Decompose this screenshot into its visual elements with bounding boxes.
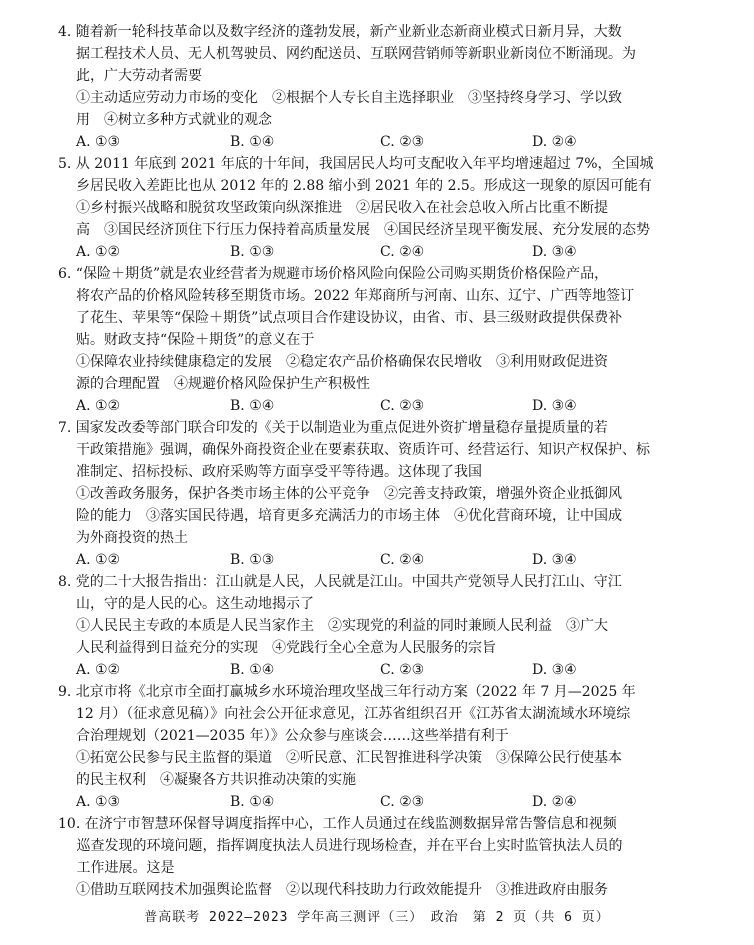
option-b: B. ①④ [230, 398, 275, 414]
statement-line: ①拓宽公民参与民主监督的渠道 ②听民意、汇民智推进科学决策 ③保障公民行使基本 [76, 750, 622, 766]
statement-line: ①保障农业持续健康稳定的发展 ②稳定农产品价格确保农民增收 ③利用财政促进资 [76, 354, 608, 370]
option-c: C. ②③ [380, 662, 425, 678]
option-c: C. ②③ [380, 134, 425, 150]
option-a: A. ①③ [76, 794, 121, 810]
option-c: C. ②④ [380, 244, 425, 260]
statement-line: ①主动适应劳动力市场的变化 ②根据个人专长自主选择职业 ③坚持终身学习、学以致 [76, 90, 622, 106]
question-stem-line: 12 月）（征求意见稿）》向社会公开征求意见，江苏省组织召开《江苏省太湖流域水环境综 [76, 706, 631, 722]
answer-options [58, 241, 726, 263]
option-d: D. ②④ [532, 794, 577, 810]
question-6 [58, 263, 726, 417]
question-stem-line: 10. 在济宁市智慧环保督导调度指挥中心，工作人员通过在线监测数据异常告警信息和视频 [58, 816, 617, 832]
question-7 [58, 417, 726, 571]
question-stem-line: 工作进展。这是 [58, 860, 175, 876]
option-b: B. ①④ [230, 134, 275, 150]
answer-options [58, 659, 726, 681]
statement-line: 用 ④树立多种方式就业的观念 [76, 112, 272, 128]
option-a: A. ①② [76, 398, 121, 414]
option-c: C. ②③ [380, 398, 425, 414]
question-stem-line: 5. 从 2011 年底到 2021 年底的十年间，我国居民人均可支配收入年平均增速超过 7%，全国城 [58, 156, 654, 172]
question-8 [58, 571, 726, 681]
question-5 [58, 153, 726, 263]
option-d: D. ③④ [532, 662, 577, 678]
question-stem-line: 将农产品的价格风险转移至期货市场。2022 年郑商所与河南、山东、辽宁、广西等地签订 [76, 288, 635, 304]
question-stem-line: 6. “保险＋期货”就是农业经营者为规避市场价格风险向保险公司购买期货价格保险产品， [58, 266, 609, 282]
question-4 [58, 21, 726, 153]
option-d: D. ③④ [532, 398, 577, 414]
question-stem-line: 贴。财政支持“保险＋期货”的意义在于 [76, 332, 315, 348]
statement-line: 为外商投资的热土 [76, 530, 188, 546]
option-a: A. ①② [76, 244, 121, 260]
answer-options [58, 791, 726, 813]
question-stem-line: 此，广大劳动者需要 [76, 68, 202, 84]
question-stem-line: 据工程技术人员、无人机驾驶员、网约配送员、互联网营销师等新职业新岗位不断涌现。为 [76, 46, 636, 62]
answer-options [58, 131, 726, 153]
option-d: D. ②④ [532, 134, 577, 150]
option-d: D. ③④ [532, 552, 577, 568]
question-stem-line: 乡居民收入差距比也从 2012 年的 2.88 缩小到 2021 年的 2.5。形成这一现象的原因可能有 [76, 178, 652, 194]
statement-line: ①人民民主专政的本质是人民当家作主 ②实现党的利益的同时兼顾人民利益 ③广大 [76, 618, 608, 634]
statement-line: 源的合理配置 ④规避价格风险保护生产积极性 [76, 376, 370, 392]
question-stem-line: 巡查发现的环境问题，指挥调度执法人员进行现场检查，并在平台上实时监管执法人员的 [58, 838, 623, 854]
option-b: B. ①④ [230, 662, 275, 678]
statement-line: 险的能力 ③落实国民待遇，培育更多充满活力的市场主体 ④优化营商环境，让中国成 [76, 508, 622, 524]
statement-line: ①改善政务服务，保护各类市场主体的公平竞争 ②完善支持政策，增强外资企业抵御风 [76, 486, 622, 502]
question-stem-line: 8. 党的二十大报告指出：江山就是人民，人民就是江山。中国共产党领导人民打江山、守江 [58, 574, 622, 590]
option-b: B. ①④ [230, 794, 275, 810]
answer-options [58, 395, 726, 417]
question-stem-line: 7. 国家发改委等部门联合印发的《关于以制造业为重点促进外资扩增量稳存量提质量的若 [58, 420, 608, 436]
option-a: A. ①② [76, 662, 121, 678]
option-b: B. ①③ [230, 552, 275, 568]
question-10 [58, 813, 726, 901]
question-stem-line: 9. 北京市将《北京市全面打赢城乡水环境治理攻坚战三年行动方案（2022 年 7 月—2025 年 [58, 684, 636, 700]
question-stem-line: 干政策措施》强调，确保外商投资企业在要素获取、资质许可、经营运行、知识产权保护、标 [76, 442, 650, 458]
question-stem-line: 了花生、苹果等“保险＋期货”试点项目合作建设协议，由省、市、县三级财政提供保费补 [76, 310, 623, 326]
option-a: A. ①③ [76, 134, 121, 150]
question-9 [58, 681, 726, 813]
option-c: C. ②④ [380, 552, 425, 568]
question-stem-line: 准制定、招标投标、政府采购等方面享受平等待遇。这体现了我国 [76, 464, 482, 480]
statement-line: 人民利益得到日益充分的实现 ④党践行全心全意为人民服务的宗旨 [76, 640, 496, 656]
question-stem-line: 合治理规划（2021—2035 年）》公众参与座谈会……这些举措有利于 [76, 728, 509, 744]
statement-line: 高 ③国民经济顶住下行压力保持着高质量发展 ④国民经济呈现平衡发展、充分发展的态势 [76, 222, 650, 238]
statement-line: ①乡村振兴战略和脱贫攻坚政策向纵深推进 ②居民收入在社会总收入所占比重不断提 [76, 200, 608, 216]
answer-options [58, 549, 726, 571]
question-stem-line: 4. 随着新一轮科技革命以及数字经济的蓬勃发展，新产业新业态新商业模式日新月异，大数 [58, 24, 622, 40]
option-b: B. ①③ [230, 244, 275, 260]
option-c: C. ②③ [380, 794, 425, 810]
page-footer: 普高联考 2022—2023 学年高三测评（三） 政治 第 2 页（共 6 页） [144, 910, 610, 925]
option-a: A. ①② [76, 552, 121, 568]
statement-line: ①借助互联网技术加强舆论监督 ②以现代科技助力行政效能提升 ③推进政府由服务 [76, 882, 608, 898]
question-stem-line: 山，守的是人民的心。这生动地揭示了 [76, 596, 314, 612]
option-d: D. ③④ [532, 244, 577, 260]
statement-line: 的民主权利 ④凝聚各方共识推动决策的实施 [76, 772, 356, 788]
